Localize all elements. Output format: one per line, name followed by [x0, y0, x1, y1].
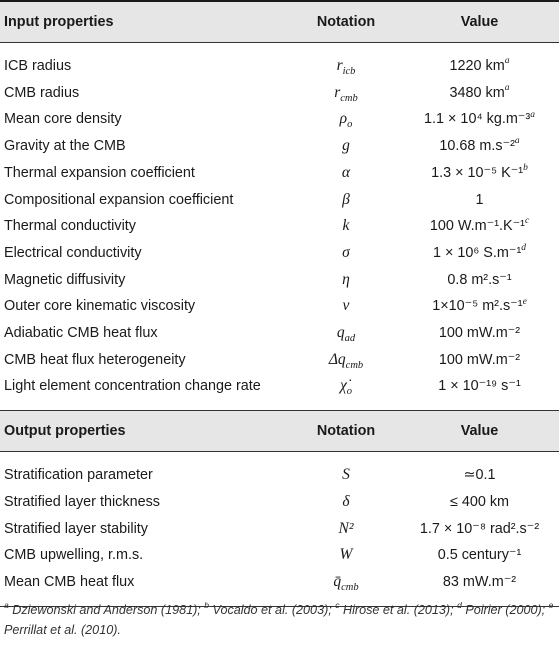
notation-symbol: ρ — [339, 110, 348, 128]
footnote-b-mark: b — [204, 599, 210, 610]
property-value — [400, 320, 559, 347]
value-text: 1.3 × 10⁻⁵ K⁻¹ — [431, 164, 524, 181]
property-notation — [292, 489, 400, 516]
table-row — [0, 462, 559, 489]
property-name: Electrical conductivity — [4, 244, 142, 261]
property-name: Adiabatic CMB heat flux — [4, 325, 158, 342]
footnote-ref: e — [522, 296, 527, 307]
table-row — [0, 542, 559, 569]
property-value — [400, 293, 559, 320]
property-value — [400, 213, 559, 240]
property-value — [400, 516, 559, 543]
property-notation — [292, 213, 400, 240]
input-header-notation: Notation — [292, 1, 400, 43]
property-name: Stratified layer thickness — [4, 493, 160, 510]
spacer-row — [0, 452, 559, 463]
notation-symbol: Δq — [328, 350, 346, 368]
notation-symbol: k — [342, 217, 350, 235]
footnote-d: Poirier (2000); — [465, 603, 546, 617]
table-row — [0, 240, 559, 267]
property-value — [400, 542, 559, 569]
value-text: 1220 km — [449, 58, 505, 74]
notation-symbol: S — [342, 466, 350, 484]
output-header-row — [0, 411, 559, 452]
property-notation — [292, 240, 400, 267]
notation-symbol: N² — [338, 519, 354, 537]
notation-subscript: icb — [342, 66, 356, 78]
property-value — [400, 133, 559, 160]
output-header-notation: Notation — [292, 411, 400, 452]
table-row — [0, 80, 559, 107]
footnote-e-mark: e — [548, 599, 554, 610]
property-name: Mean core density — [4, 111, 122, 128]
footnote-c: Hirose et al. (2013); — [343, 603, 454, 617]
property-notation — [292, 462, 400, 489]
property-notation — [292, 347, 400, 374]
input-header-name: Input properties — [0, 1, 292, 43]
value-text: ≃0.1 — [463, 467, 496, 484]
output-rows — [0, 462, 559, 596]
property-name: CMB heat flux heterogeneity — [4, 351, 186, 368]
property-value — [400, 462, 559, 489]
notation-symbol: q̄ — [333, 572, 342, 590]
input-header-value: Value — [400, 1, 559, 43]
property-name: Thermal conductivity — [4, 218, 136, 235]
property-name: Stratification parameter — [4, 467, 153, 484]
property-name: CMB radius — [4, 84, 80, 101]
property-notation — [292, 160, 400, 187]
property-value — [400, 187, 559, 214]
footnote-ref: a — [504, 82, 510, 93]
notation-symbol: g — [342, 137, 350, 155]
notation-symbol: ν — [342, 297, 350, 315]
notation-symbol: α — [341, 163, 351, 181]
table-row — [0, 373, 559, 400]
value-text: 3480 km — [449, 84, 505, 101]
spacer-row — [0, 400, 559, 411]
property-name: Gravity at the CMB — [4, 138, 126, 155]
property-notation — [292, 373, 400, 400]
value-text: 100 mW.m⁻² — [438, 325, 521, 342]
notation-subscript: o — [347, 119, 353, 131]
property-value — [400, 80, 559, 107]
property-name: ICB radius — [4, 58, 72, 74]
notation-symbol: δ — [342, 492, 350, 510]
notation-symbol: r — [336, 57, 343, 74]
property-notation — [292, 320, 400, 347]
table-row — [0, 160, 559, 187]
value-text: 0.5 century⁻¹ — [437, 547, 522, 564]
table-row — [0, 106, 559, 133]
property-value — [400, 160, 559, 187]
property-value — [400, 53, 559, 80]
table-row — [0, 293, 559, 320]
property-name: Outer core kinematic viscosity — [4, 298, 196, 315]
property-notation — [292, 293, 400, 320]
notation-subscript: cmb — [340, 92, 358, 104]
table-row — [0, 267, 559, 294]
footnote-ref: b — [523, 163, 528, 174]
notation-symbol: q — [336, 324, 345, 342]
footnote-ref: a — [514, 136, 520, 147]
value-text: 1 — [475, 191, 484, 208]
table-row — [0, 213, 559, 240]
table-row — [0, 516, 559, 543]
footnote-ref: a — [504, 56, 510, 67]
table-row — [0, 347, 559, 374]
value-text: 1.1 × 10⁴ kg.m⁻³ — [424, 111, 531, 128]
notation-symbol: r — [334, 83, 341, 101]
spacer-row — [0, 43, 559, 54]
notation-symbol: η — [342, 270, 350, 288]
notation-symbol: β — [342, 190, 350, 208]
property-name: Mean CMB heat flux — [4, 573, 135, 590]
property-notation — [292, 53, 400, 80]
property-value — [400, 373, 559, 400]
value-text: 0.8 m².s⁻¹ — [447, 271, 512, 288]
footnote-ref: c — [524, 216, 530, 227]
footnote-d-mark: d — [457, 599, 462, 610]
property-notation — [292, 267, 400, 294]
input-header-row — [0, 1, 559, 43]
value-text: 100 mW.m⁻² — [438, 351, 521, 368]
table-row — [0, 187, 559, 214]
input-rows — [0, 53, 559, 400]
property-notation — [292, 187, 400, 214]
property-notation — [292, 569, 400, 596]
property-name: Compositional expansion coefficient — [4, 191, 234, 208]
footnote-c-mark: c — [335, 599, 340, 610]
property-name: Stratified layer stability — [4, 520, 148, 537]
notation-subscript: ad — [344, 333, 356, 345]
value-text: 100 W.m⁻¹.K⁻¹ — [429, 218, 525, 235]
footnote-ref: d — [521, 243, 527, 254]
notation-subscript: cmb — [341, 582, 359, 594]
notation-subscript: cmb — [345, 359, 364, 371]
property-value — [400, 569, 559, 596]
footnote-a-mark: a — [4, 599, 9, 610]
footnote-ref: a — [530, 109, 535, 120]
property-notation — [292, 516, 400, 543]
notation-symbol: σ — [342, 243, 350, 261]
output-header-name: Output properties — [0, 411, 292, 452]
value-text: 1.7 × 10⁻⁸ rad².s⁻² — [419, 520, 540, 537]
property-notation — [292, 80, 400, 107]
notation-symbol: W — [339, 546, 353, 564]
property-name: Magnetic diffusivity — [4, 271, 126, 288]
output-header-value: Value — [400, 411, 559, 452]
property-name: Light element concentration change rate — [4, 378, 261, 395]
property-name: CMB upwelling, r.m.s. — [4, 547, 144, 564]
property-value — [400, 267, 559, 294]
table-row — [0, 320, 559, 347]
value-text: 1 × 10⁻¹⁹ s⁻¹ — [438, 378, 521, 395]
table-footnotes — [4, 600, 554, 640]
footnote-e: Perrillat et al. (2010). — [4, 623, 121, 637]
table-row — [0, 133, 559, 160]
property-value — [400, 489, 559, 516]
notation-subscript: o — [346, 386, 353, 398]
value-text: 1 × 10⁶ S.m⁻¹ — [432, 244, 522, 261]
property-value — [400, 106, 559, 133]
property-value — [400, 240, 559, 267]
notation-symbol: χ̇ — [339, 377, 347, 395]
value-text: 83 mW.m⁻² — [442, 573, 517, 590]
value-text: 1×10⁻⁵ m².s⁻¹ — [432, 298, 523, 315]
table-row — [0, 569, 559, 596]
table-row — [0, 53, 559, 80]
property-value — [400, 347, 559, 374]
property-notation — [292, 133, 400, 160]
value-text: 10.68 m.s⁻² — [439, 138, 515, 155]
property-notation — [292, 106, 400, 133]
property-name: Thermal expansion coefficient — [4, 164, 195, 181]
footnote-b: Vocaldo et al. (2003); — [212, 603, 332, 617]
value-text: ≤ 400 km — [449, 493, 510, 510]
footnote-a: Dziewonski and Anderson (1981); — [12, 603, 201, 617]
table-row — [0, 489, 559, 516]
property-notation — [292, 542, 400, 569]
